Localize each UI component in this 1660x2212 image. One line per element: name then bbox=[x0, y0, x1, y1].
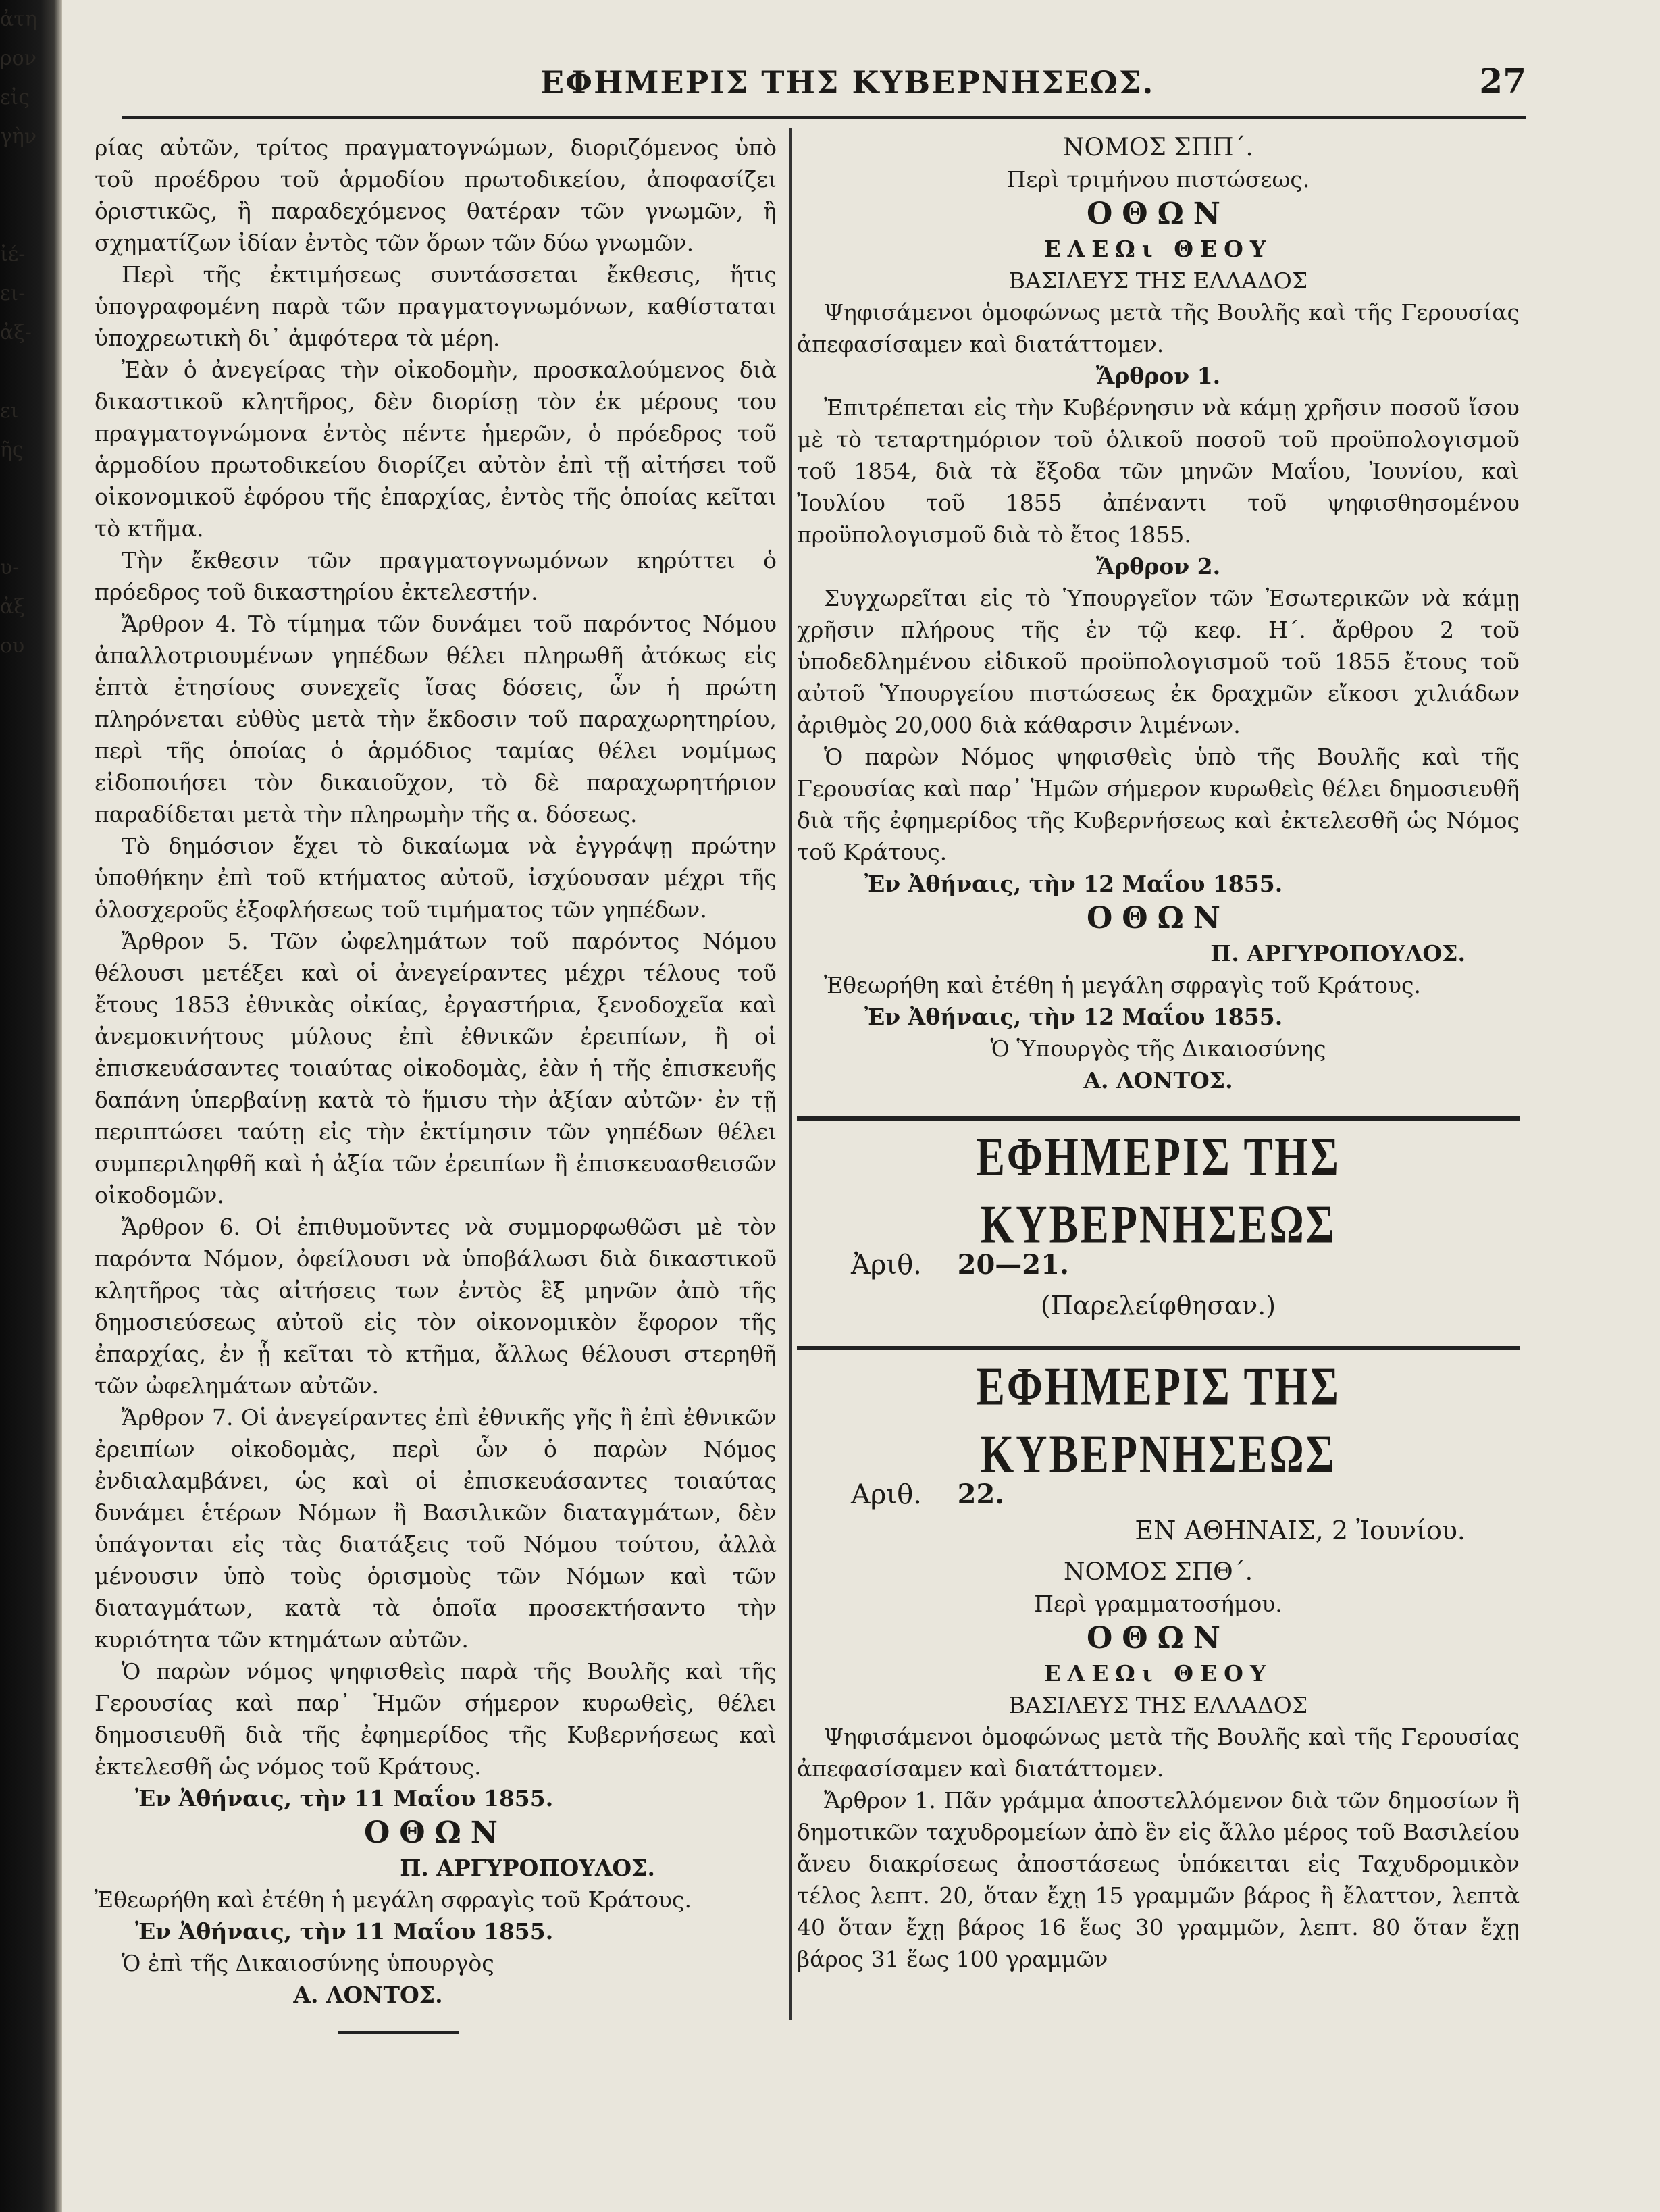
margin-fragment: ου bbox=[0, 634, 25, 658]
margin-fragment: υ- bbox=[0, 556, 20, 580]
law-subtitle: Περὶ τριμήνου πιστώσεως. bbox=[1006, 166, 1310, 192]
article-2: Συγχωρεῖται εἰς τὸ Ὑπουργεῖον τῶν Ἐσωτερικῶν νὰ κάμῃ χρῆσιν πλήρους τῆς ἐν τῷ κεφ. Η΄. ἄρθρου 2 τοῦ ὑποδεδλημένου εἰδικοῦ προϋπολογισμοῦ τοῦ 1855 ἔτους τοῦ αὐτοῦ Ὑπουργείου πιστώσεως ἐκ δραχμῶν εἴκοσι χιλιάδων ἀριθμὸς 20,000 διὰ κάθαρσιν λιμένων. bbox=[797, 585, 1520, 738]
issue-number: 22. bbox=[957, 1478, 1005, 1510]
header-rule bbox=[122, 116, 1526, 119]
article-1-stamps: Ἄρθρον 1. Πᾶν γράμμα ἀποστελλόμενον διὰ τῶν δημοσίων ἢ δημοτικῶν ταχυδρομείων ἀπὸ ἓν εἰς ἄλλο μέρος τοῦ Βασιλείου ἄνευ διακρίσεως ἀποστάσεως ὑπόκειται εἰς Ταχυδρομικὸν τέλος λεπτ. 20, ὅταν ἔχῃ 15 γραμμῶν βάρος ἢ ἔλαττον, λεπτὰ 40 ὅταν ἔχῃ βάρος 16 ἕως 30 γραμμῶν, λεπτ. 80 ὅταν ἔχῃ βάρος 31 ἕως 100 γραμμῶν bbox=[797, 1787, 1520, 1972]
margin-fragment bbox=[0, 509, 47, 548]
paragraph: Περὶ τῆς ἐκτιμήσεως συντάσσεται ἔκθεσις, ἥτις ὑπογραφομένη παρὰ τῶν πραγματογνωμόνων, καθίσταται ὑποχρεωτικὴ δι᾽ ἀμφότερα τὰ μέρη. bbox=[95, 261, 777, 351]
left-margin-fragments bbox=[0, 0, 47, 743]
right-column bbox=[797, 132, 1520, 1975]
king-signature: ΟΘΩΝ bbox=[363, 1816, 508, 1850]
margin-fragment: ἀξ- bbox=[0, 321, 32, 344]
seal-note: Ἐθεωρήθη καὶ ἐτέθη ἡ μεγάλη σφραγὶς τοῦ Κράτους. bbox=[824, 972, 1421, 998]
king-name: ΟΘΩΝ bbox=[1086, 197, 1230, 231]
paragraph: Τὸ δημόσιον ἔχει τὸ δικαίωμα νὰ ἐγγράψῃ πρώτην ὑποθήκην ἐπὶ τοῦ κτήματος αὐτοῦ, ἰσχύουσαν μέχρι τῆς ὁλοσχεροῦς ἐξοφλήσεως τοῦ τιμήματος τῶν γηπέδων. bbox=[95, 833, 777, 923]
article-7: Ἄρθρον 7. Οἱ ἀνεγείραντες ἐπὶ ἐθνικῆς γῆς ἢ ἐπὶ ἐθνικῶν ἐρειπίων οἰκοδομὰς, περὶ ὧν ὁ παρὼν Νόμος ἐνδιαλαμβάνει, ὡς καὶ οἱ ἐπισκευάσαντες τοιαύτας δυνάμει ἑτέρων Νόμων ἢ Βασιλικῶν διαταγμάτων, δὲν ὑπάγονται εἰς τὰς διατάξεις τοῦ Νόμου τούτου, ἀλλὰ μένουσιν ὑπὸ τοὺς ὁρισμοὺς τῶν Νόμων καὶ τῶν διαταγμάτων, κατὰ τὰ ὁποῖα προσεκτήσαντο τὴν κυριότητα τῶν κτημάτων αὐτῶν. bbox=[95, 1404, 777, 1653]
promulgation: Ὁ παρὼν Νόμος ψηφισθεὶς ὑπὸ τῆς Βουλῆς καὶ τῆς Γερουσίας καὶ παρ᾽ Ἡμῶν σήμερον κυρωθεὶς θέλει δημοσιευθῆ διὰ τῆς ἐφημερίδος τῆς Κυβερνήσεως καὶ ἐκτελεσθῆ ὡς Νόμος τοῦ Κράτους. bbox=[797, 744, 1520, 865]
margin-fragment bbox=[0, 353, 47, 392]
law-title: ΝΟΜΟΣ ΣΠΠ΄. bbox=[1063, 134, 1253, 161]
gazette-masthead: ΕΦΗΜΕΡΙΣ ΤΗΣ ΚΥΒΕΡΝΗΣΕΩΣ bbox=[976, 1127, 1341, 1254]
margin-fragment: ἀτη bbox=[0, 7, 37, 31]
paragraph: Ἐὰν ὁ ἀνεγείρας τὴν οἰκοδομὴν, προσκαλούμενος διὰ δικαστικοῦ κλητῆρος, δὲν διορίσῃ τὸν ἐκ μέρους του πραγματογνώμονα ἐντὸς πέντε ἡμερῶν, ὁ πρόεδρος τοῦ ἁρμοδίου πρωτοδικείου διορίζει αὐτὸν ἐπὶ τῇ αἰτήσει τοῦ οἰκονομικοῦ ἐφόρου τῆς ἐπαρχίας, ἐντὸς τῆς ὁποίας κεῖται τὸ κτῆμα. bbox=[95, 357, 777, 542]
paragraph: Τὴν ἔκθεσιν τῶν πραγματογνωμόνων κηρύττει ὁ πρόεδρος τοῦ δικαστηρίου ἐκτελεστήν. bbox=[95, 547, 777, 605]
promulgation: Ὁ παρὼν νόμος ψηφισθεὶς παρὰ τῆς Βουλῆς καὶ τῆς Γερουσίας καὶ παρ᾽ Ἡμῶν σήμερον κυρωθεὶς, θέλει δημοσιευθῆ διὰ τῆς ἐφημερίδος τῆς Κυβερνήσεως καὶ ἐκτελεσθῆ ὡς νόμος τοῦ Κράτους. bbox=[95, 1658, 777, 1780]
article-6: Ἄρθρον 6. Οἱ ἐπιθυμοῦντες νὰ συμμορφωθῶσι μὲ τὸν παρόντα Νόμον, ὀφείλουσι νὰ ὑποβάλωσι διὰ δικαστικοῦ κλητῆρος τὰς αἰτήσεις των ἐντὸς ἓξ μηνῶν ἀπὸ τῆς δημοσιεύσεως αὐτοῦ εἰς τὸν οἰκονομικὸν ἔφορον τῆς ἐπαρχίας, ἐν ᾗ κεῖται τὸ κτῆμα, ἄλλως θέλουσι στερηθῆ τῶν ὠφελημάτων αὐτῶν. bbox=[95, 1214, 777, 1399]
gazette-masthead: ΕΦΗΜΕΡΙΣ ΤΗΣ ΚΥΒΕΡΝΗΣΕΩΣ bbox=[976, 1356, 1341, 1484]
justice-minister-title: Ὁ ἐπὶ τῆς Δικαιοσύνης ὑπουργὸς bbox=[122, 1950, 494, 1976]
end-rule bbox=[338, 2031, 459, 2034]
article-heading: Ἄρθρον 1. bbox=[1095, 363, 1221, 389]
law-title: ΝΟΜΟΣ ΣΠΘ΄. bbox=[1063, 1558, 1253, 1586]
margin-fragment: ει bbox=[0, 399, 19, 423]
grace-of-god: ΕΛΕΩι ΘΕΟΥ bbox=[1043, 236, 1273, 262]
section-rule bbox=[797, 1346, 1520, 1350]
minister-signature: Π. ΑΡΓΥΡΟΠΟΥΛΟΣ. bbox=[1210, 940, 1466, 967]
king-of-greece: ΒΑΣΙΛΕΥΣ ΤΗΣ ΕΛΛΑΔΟΣ bbox=[1008, 1692, 1308, 1718]
issue-label: Ἀριθ. bbox=[851, 1250, 922, 1281]
article-heading: Ἄρθρον 2. bbox=[1095, 553, 1221, 580]
issue-number: 20—21. bbox=[957, 1249, 1069, 1281]
resolution: Ψηφισάμενοι ὁμοφώνως μετὰ τῆς Βουλῆς καὶ τῆς Γερουσίας ἀπεφασίσαμεν καὶ διατάττομεν. bbox=[797, 299, 1520, 357]
margin-fragment: ῆς bbox=[0, 438, 24, 462]
law-subtitle: Περὶ γραμματοσήμου. bbox=[1034, 1591, 1282, 1617]
page-number: 27 bbox=[1479, 61, 1526, 101]
article-1: Ἐπιτρέπεται εἰς τὴν Κυβέρνησιν νὰ κάμῃ χρῆσιν ποσοῦ ἴσου μὲ τὸ τεταρτημόριον τοῦ ὁλικοῦ ποσοῦ τοῦ προϋπολογισμοῦ τοῦ 1854, διὰ τὰ ἔξοδα τῶν μηνῶν Μαΐου, Ἰουνίου, καὶ Ἰουλίου τοῦ 1855 ἀπέναντι τοῦ ψηφισθησομένου προϋπολογισμοῦ διὰ τὸ ἔτος 1855. bbox=[797, 394, 1520, 548]
margin-fragment: εἰς bbox=[0, 86, 30, 109]
article-5: Ἄρθρον 5. Τῶν ὠφελημάτων τοῦ παρόντος Νόμου θέλουσι μετέξει καὶ οἱ ἀνεγείραντες μέχρι τέλους τοῦ ἔτους 1853 ἐθνικὰς οἰκίας, ἐργαστήρια, ξενοδοχεῖα καὶ ἀνεμοκινήτους μύλους ἐπὶ ἐθνικῶν ἐρειπίων, ἢ οἱ ἐπισκευάσαντες τοιαύτας οἰκοδομὰς, ἐὰν ἡ τῆς ἐπισκευῆς δαπάνη ὑπερβαίνῃ κατὰ τὸ ἥμισυ τὴν ἀξίαν αὐτῶν· ἐν τῇ περιπτώσει ταύτῃ εἰς τὴν ἐκτίμησιν τῶν γηπέδων θέλει συμπεριληφθῆ καὶ ἡ ἀξία τῶν ἐρειπίων ἢ ἐπισκευασθεισῶν οἰκοδομῶν. bbox=[95, 928, 777, 1208]
lontos-signature: Α. ΛΟΝΤΟΣ. bbox=[293, 1982, 443, 2008]
seal-note: Ἐθεωρήθη καὶ ἐτέθη ἡ μεγάλη σφραγὶς τοῦ Κράτους. bbox=[95, 1886, 692, 1913]
grace-of-god: ΕΛΕΩι ΘΕΟΥ bbox=[1043, 1660, 1273, 1687]
justice-minister-title: Ὁ Ὑπουργὸς τῆς Δικαιοσύνης bbox=[990, 1035, 1326, 1062]
margin-fragment: γὴν bbox=[0, 125, 37, 149]
date-line: Ἐν Ἀθήναις, τὴν 12 Μαΐου 1855. bbox=[864, 871, 1283, 897]
issue-date: ΕΝ ΑΘΗΝΑΙΣ, 2 Ἰουνίου. bbox=[1135, 1516, 1466, 1545]
date-line: Ἐν Ἀθήναις, τὴν 12 Μαΐου 1855. bbox=[864, 1004, 1283, 1030]
minister-signature: Π. ΑΡΓΥΡΟΠΟΥΛΟΣ. bbox=[400, 1855, 655, 1881]
resolution: Ψηφισάμενοι ὁμοφώνως μετὰ τῆς Βουλῆς καὶ τῆς Γερουσίας ἀπεφασίσαμεν καὶ διατάττομεν. bbox=[797, 1724, 1520, 1782]
issue-label: Αριθ. bbox=[851, 1479, 922, 1510]
page-header bbox=[122, 57, 1526, 111]
date-line: Ἐν Ἀθήναις, τὴν 11 Μαΐου 1855. bbox=[135, 1785, 554, 1811]
margin-fragment bbox=[0, 196, 47, 235]
section-rule bbox=[797, 1116, 1520, 1121]
margin-fragment: ει- bbox=[0, 282, 26, 305]
date-line: Ἐν Ἀθήναις, τὴν 11 Μαΐου 1855. bbox=[135, 1918, 554, 1945]
left-column bbox=[95, 132, 777, 2034]
margin-fragment: ἰέ- bbox=[0, 242, 26, 266]
king-name: ΟΘΩΝ bbox=[1086, 1621, 1230, 1655]
paragraph: ρίας αὐτῶν, τρίτος πραγματογνώμων, διοριζόμενος ὑπὸ τοῦ προέδρου τοῦ ἁρμοδίου πρωτοδικείου, ἀποφασίζει ὁριστικῶς, ἢ παραδεχόμενος θατέραν τῶν γνωμῶν, ἢ σχηματίζων ἰδίαν ἐντὸς τῶν ὅρων τῶν δύω γνωμῶν. bbox=[95, 134, 777, 256]
page-title: ΕΦΗΜΕΡΙΣ ΤΗΣ ΚΥΒΕΡΝΗΣΕΩΣ. bbox=[540, 64, 1155, 101]
lontos-signature: Α. ΛΟΝΤΟΣ. bbox=[1083, 1067, 1233, 1094]
margin-fragment bbox=[0, 470, 47, 509]
omitted-note: (Παρελείφθησαν.) bbox=[1040, 1291, 1276, 1320]
king-of-greece: ΒΑΣΙΛΕΥΣ ΤΗΣ ΕΛΛΑΔΟΣ bbox=[1008, 267, 1308, 294]
article-4: Ἄρθρον 4. Τὸ τίμημα τῶν δυνάμει τοῦ παρόντος Νόμου ἀπαλλοτριουμένων γηπέδων θέλει πληρωθῆ ἀτόκως εἰς ἑπτὰ ἐτησίους συνεχεῖς ἴσας δόσεις, ὧν ἡ πρώτη πληρόνεται εὐθὺς μετὰ τὴν ἔκδοσιν τοῦ παραχωρητηρίου, περὶ τῆς ὁποίας ὁ ἁρμόδιος ταμίας θέλει νομίμως εἰδοποιήσει τὸν δικαιοῦχον, τὸ δὲ παραχωρητήριον παραδίδεται μετὰ τὴν πληρωμὴν τῆς α. δόσεως. bbox=[95, 611, 777, 827]
margin-fragment: ρον bbox=[0, 47, 36, 70]
column-divider bbox=[789, 128, 792, 2020]
margin-fragment bbox=[0, 157, 47, 196]
king-signature: ΟΘΩΝ bbox=[1086, 901, 1230, 935]
margin-fragment: ἀξ bbox=[0, 595, 25, 619]
